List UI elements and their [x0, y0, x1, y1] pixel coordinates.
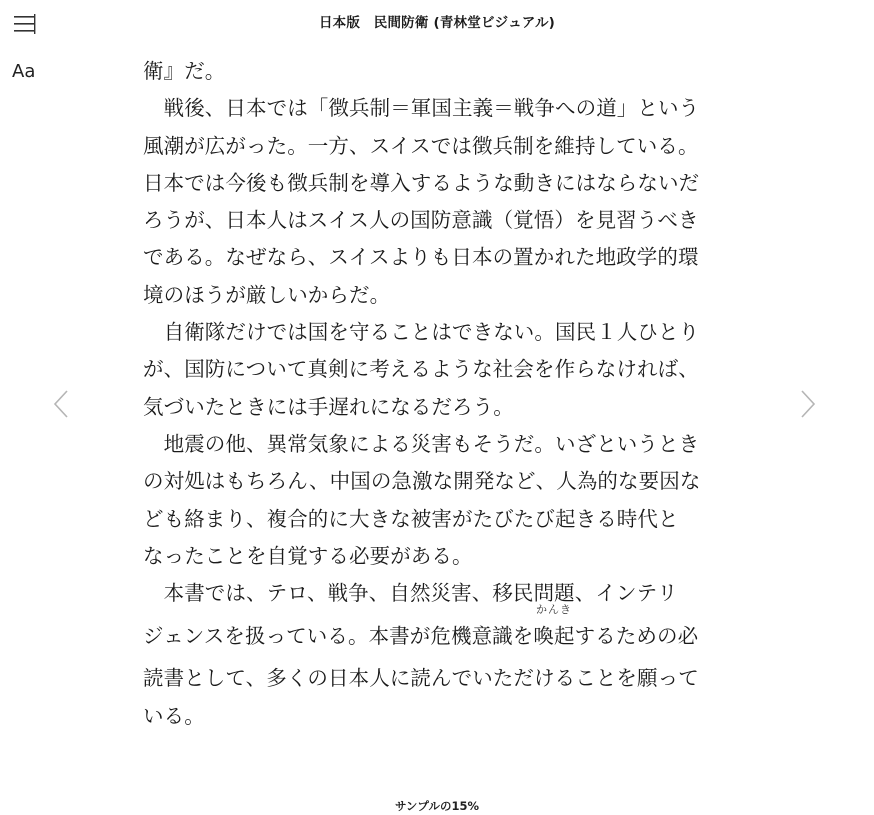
previous-page-button[interactable]: [49, 388, 73, 420]
text-line-with-ruby: [143, 603, 725, 660]
text-line: ども絡まり、複合的に大きな被害がたびたび起きる時代と: [143, 506, 679, 531]
ruby-line-after: するための必: [574, 624, 699, 649]
ruby-reading: かんき: [535, 603, 572, 617]
ruby-line-before: ジェンスを扱っている。本書が危機意識を: [143, 624, 534, 649]
next-page-button[interactable]: [796, 388, 820, 420]
text-line: 読書として、多くの日本人に読んでいただけることを願って: [143, 666, 699, 691]
chevron-left-icon: [49, 388, 73, 420]
text-line: 気づいたときには手遅れになるだろう。: [143, 394, 514, 419]
font-settings-button[interactable]: Aa: [12, 61, 36, 82]
text-line: なったことを自覚する必要がある。: [143, 543, 473, 568]
header-title: 日本版 民間防衛 (青林堂ビジュアル): [318, 15, 556, 31]
text-line: 本書では、テロ、戦争、自然災害、移民問題、インテリ: [143, 581, 678, 606]
hamburger-menu-icon[interactable]: [14, 14, 36, 34]
ruby-base: 喚起: [533, 624, 575, 649]
chevron-right-icon: [796, 388, 820, 420]
text-line: 風潮が広がった。一方、スイスでは徴兵制を維持している。: [143, 133, 699, 158]
text-line: である。なぜなら、スイスよりも日本の置かれた地政学的環: [143, 245, 699, 270]
ruby-word: [533, 603, 575, 660]
text-line: 境のほうが厳しいからだ。: [143, 282, 391, 307]
page-content: [143, 53, 725, 735]
text-line: 自衛隊だけでは国を守ることはできない。国民１人ひとり: [143, 320, 700, 345]
text-line: の対処はもちろん、中国の急激な開発など、人為的な要因な: [143, 469, 701, 494]
reading-progress: サンプルの15%: [395, 799, 479, 813]
text-line: 戦後、日本では「徴兵制＝軍国主義＝戦争への道」という: [143, 96, 700, 121]
text-line: いる。: [143, 703, 205, 728]
text-line: 日本では今後も徴兵制を導入するような動きにはならないだ: [143, 170, 700, 195]
text-line: 衛』だ。: [143, 59, 226, 83]
text-line: 地震の他、異常気象による災害もそうだ。いざというとき: [143, 431, 700, 456]
text-line: ろうが、日本人はスイス人の国防意識（覚悟）を見習うべき: [143, 208, 699, 233]
text-line: が、国防について真剣に考えるような社会を作らなければ、: [143, 357, 699, 382]
